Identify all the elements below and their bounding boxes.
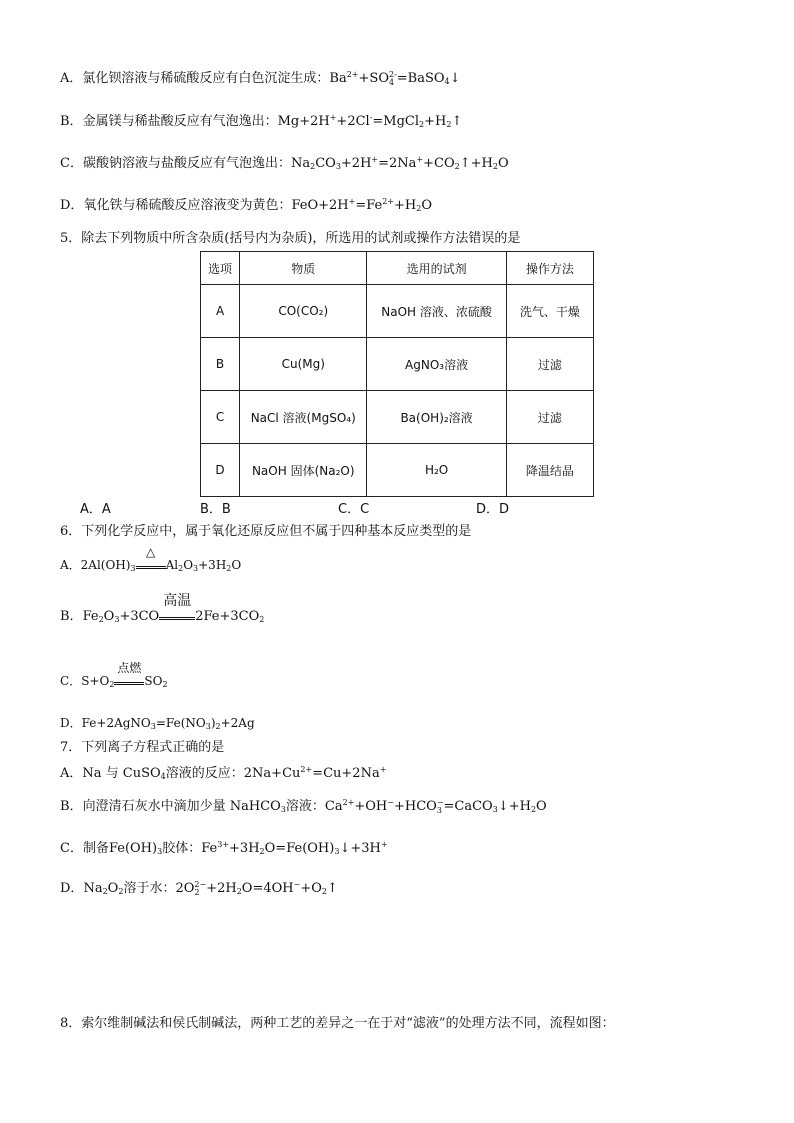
table-cell: NaOH 固体(Na₂O)	[240, 444, 367, 497]
q7-option-a: A．Na 与 CuSO$_4$溶液的反应：$2Na+Cu^{2+}=Cu+2Na^+$	[60, 765, 387, 781]
table-cell: AgNO₃溶液	[367, 338, 506, 391]
table-cell: H₂O	[367, 444, 506, 497]
table-row	[201, 285, 594, 338]
q6-option-b-equation: $Fe_2O_3+3CO$ 高温 $2Fe+3CO_2$	[82, 593, 265, 624]
table-header-row	[201, 252, 594, 285]
table-cell: NaOH 溶液、浓硫酸	[367, 285, 506, 338]
q4-option-a-equation: $Ba^{2+}+SO$ 2- 4 =BaSO$_4$↓	[329, 69, 461, 87]
table-cell: Cu(Mg)	[240, 338, 367, 391]
reaction-condition	[136, 545, 166, 569]
table-row	[201, 338, 594, 391]
q6-option-d: D．$Fe+2AgNO_3=Fe(NO_3)_2+2Ag$	[60, 716, 255, 731]
q6-option-b: B．$Fe_2O_3+3CO$ 高温 $2Fe+3CO_2$	[60, 593, 265, 624]
q6-option-a: A．$2Al(OH)_3$ △ $Al_2O_3+3H_2O$	[60, 545, 242, 573]
q4-option-c: C．碳酸钠溶液与盐酸反应有气泡逸出：$Na_2CO_3+2H^+=2Na^++CO_2↑+H_2O$	[60, 155, 509, 171]
q7-option-b: B．向澄清石灰水中滴加少量 NaHCO$_3$溶液：$Ca^{2+}+OH^-+HCO$ − 3 $=CaCO_3↓+H_2O$	[60, 797, 547, 815]
table-cell: NaCl 溶液(MgSO₄)	[240, 391, 367, 444]
q7-option-b-equation: $Ca^{2+}+OH^-+HCO$ − 3 $=CaCO_3↓+H_2O$	[324, 797, 547, 815]
q5-answer-b: B．B	[200, 502, 231, 517]
q5-answer-d: D．D	[476, 502, 510, 517]
table-cell: D	[201, 444, 240, 497]
q4-option-b-equation: $Mg+2H^++2Cl^-=MgCl_2+H_2↑$	[277, 113, 463, 129]
table-header-cell: 物质	[240, 252, 367, 285]
high-temp-condition-label: 高温	[163, 593, 192, 609]
table-cell: C	[201, 391, 240, 444]
ignite-condition-label: 点燃	[117, 661, 142, 675]
q6-option-c-equation: $S+O_2$ 点燃 $SO_2$	[81, 661, 168, 689]
q4-option-d-equation: $FeO+2H^+=Fe^{2+}+H_2O$	[291, 197, 433, 213]
q4-option-b: B．金属镁与稀盐酸反应有气泡逸出：$Mg+2H^++2Cl^-=MgCl_2+H_2↑$	[60, 113, 463, 129]
q5-answer-a: A．A	[80, 502, 111, 517]
table-row	[201, 444, 594, 497]
table-cell: A	[201, 285, 240, 338]
reaction-condition	[159, 593, 195, 620]
q7-option-c-equation: $Fe^{3+}+3H_2O=Fe(OH)_3↓+3H^+$	[201, 840, 388, 856]
q4-option-a: A．氯化钡溶液与稀硫酸反应有白色沉淀生成：$Ba^{2+}+SO$ 2- 4 =BaSO$_4$↓	[60, 69, 461, 87]
table-cell: CO(CO₂)	[240, 285, 367, 338]
q5-table	[200, 251, 594, 497]
q6-option-c: C．$S+O_2$ 点燃 $SO_2$	[60, 661, 168, 689]
q4-option-c-equation: $Na_2CO_3+2H^+=2Na^++CO_2↑+H_2O$	[290, 155, 509, 171]
q8-stem: 8．索尔维制碱法和侯氏制碱法，两种工艺的差异之一在于对“滤液”的处理方法不同，流程如图：	[60, 1016, 615, 1031]
table-cell: 过滤	[506, 391, 593, 444]
q6-option-a-equation: $2Al(OH)_3$ △ $Al_2O_3+3H_2O$	[80, 545, 242, 573]
table-row	[201, 391, 594, 444]
q6-option-d-equation: $Fe+2AgNO_3=Fe(NO_3)_2+2Ag$	[81, 716, 255, 731]
q7-option-a-equation: $2Na+Cu^{2+}=Cu+2Na^+$	[243, 765, 387, 781]
table-header-cell: 选用的试剂	[367, 252, 506, 285]
q7-option-c: C．制备$Fe(OH)_3$胶体：$Fe^{3+}+3H_2O=Fe(OH)_3↓+3H^+$	[60, 840, 388, 856]
q7-option-d-equation: 2O 2− 2 $+2H_2O=4OH^-+O_2↑$	[175, 879, 338, 897]
q5-stem: 5．除去下列物质中所含杂质(括号内为杂质)，所选用的试剂或操作方法错误的是	[60, 231, 521, 246]
q7-stem: 7．下列离子方程式正确的是	[60, 740, 225, 755]
q7-option-d: D．$Na_2O_2$溶于水：2O 2− 2 $+2H_2O=4OH^-+O_2↑$	[60, 879, 338, 897]
table-cell: B	[201, 338, 240, 391]
q6-stem: 6．下列化学反应中，属于氧化还原反应但不属于四种基本反应类型的是	[60, 524, 472, 539]
table-cell: 洗气、干燥	[506, 285, 593, 338]
table-header-cell: 选项	[201, 252, 240, 285]
table-cell: 降温结晶	[506, 444, 593, 497]
q4-option-d: D．氧化铁与稀硫酸反应溶液变为黄色：$FeO+2H^+=Fe^{2+}+H_2O$	[60, 197, 433, 213]
table-cell: Ba(OH)₂溶液	[367, 391, 506, 444]
table-header-cell: 操作方法	[506, 252, 593, 285]
reaction-condition	[114, 661, 144, 685]
heat-condition-label: △	[145, 545, 156, 559]
table-cell: 过滤	[506, 338, 593, 391]
q5-answer-c: C．C	[338, 502, 370, 517]
